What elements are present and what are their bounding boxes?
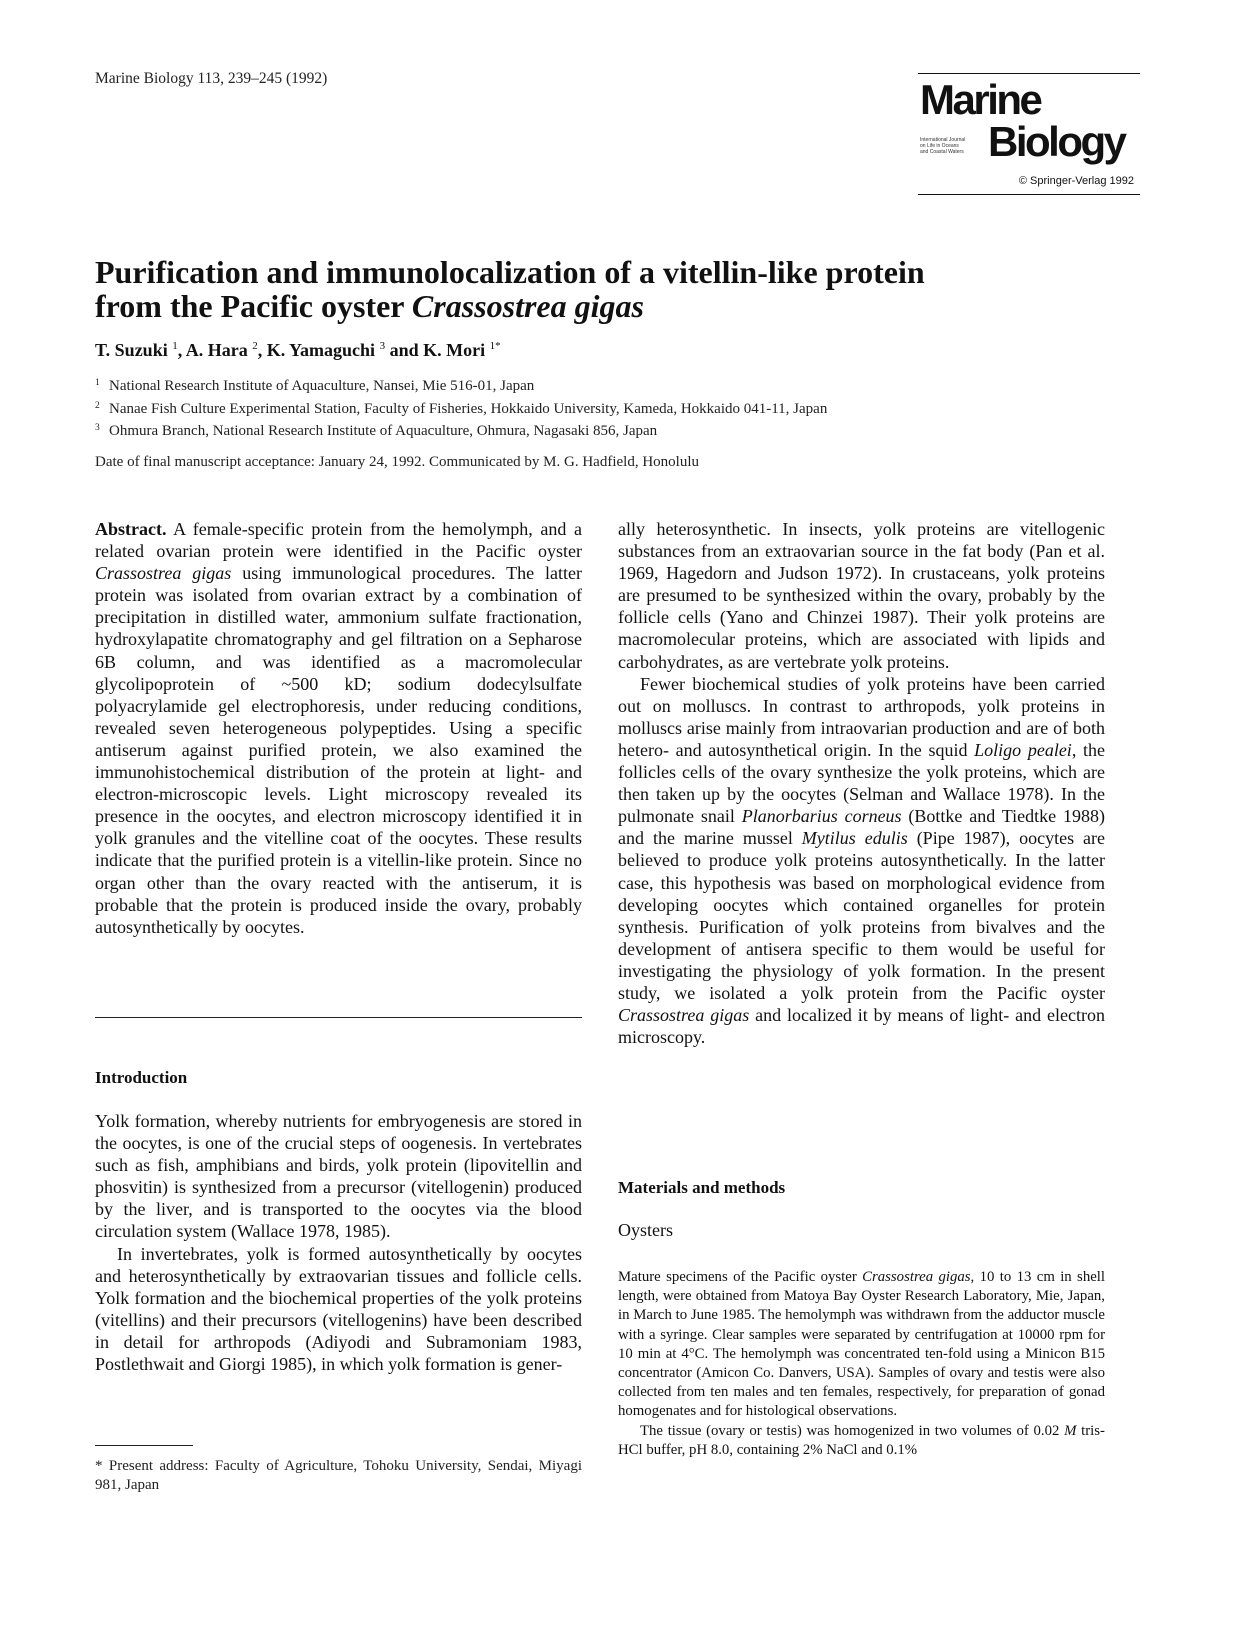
logo-top-rule: [918, 73, 1140, 74]
affiliation-number: 1: [95, 378, 100, 388]
logo-word-marine: Marine: [920, 76, 1041, 123]
abstract-paragraph: [95, 518, 582, 938]
introduction-paragraph: ally heterosynthetic. In insects, yolk proteins are vitellogenic substances from an extraovarian source in the fat body (Pan et al. 1969, Hagedorn and Judson 1972). In crustaceans, yolk proteins are presumed to be synthesized within the ovary, probably by the follicle cells (Yano and Chinzei 1987). Their yolk proteins are macromolecular proteins, which are associated with lipids and carbohydrates, as are vertebrate yolk proteins.: [618, 519, 1105, 672]
affiliation-text: Ohmura Branch, National Research Institute of Aquaculture, Ohmura, Nagasaki 856, Japan: [109, 423, 658, 439]
paper-title: [95, 255, 1145, 323]
logo-subtitle: [920, 137, 982, 155]
author-name: K. Mori: [423, 340, 490, 360]
introduction-body: [95, 1110, 582, 1375]
affiliation-number: 2: [95, 400, 100, 411]
affiliation-text: Nanae Fish Culture Experimental Station, Faculty of Fisheries, Hokkaido University, Kameda, Hokkaido 041-11, Japan: [109, 400, 828, 417]
journal-logo: [918, 73, 1140, 195]
footnote-divider: [95, 1445, 193, 1446]
author-affiliation-mark: 3: [379, 340, 386, 352]
introduction-heading: Introduction: [95, 1068, 188, 1087]
author-affiliation-mark: 1*: [489, 340, 501, 352]
introduction-paragraph: Fewer biochemical studies of yolk proteins have been carried out on molluscs. In contrast to arthropods, yolk proteins in molluscs arise mainly from intraovarian production and are of both hetero- and autosynthetical origin. In the squid Loligo pealei, the follicles cells of the ovary synthesize the yolk proteins, which are then taken up by the oocytes (Selman and Wallace 1978). In the pulmonate snail Planorbarius corneus (Bottke and Tiedtke 1988) and the marine mussel Mytilus edulis (Pipe 1987), oocytes are believed to produce yolk proteins autosynthetically. In the latter case, this hypothesis was based on morphological evidence from developing oocytes which contained organelles for protein synthesis. Purification of yolk proteins from bivalves and the development of antisera specific to them would be useful for investigating the physiology of yolk formation. In the present study, we isolated a yolk protein from the Pacific oyster Crassostrea gigas and localized it by means of light- and electron microscopy.: [618, 673, 1105, 1048]
logo-bottom-rule: [918, 194, 1140, 195]
author-name: A. Hara: [185, 340, 253, 360]
title-line-2-text: from the Pacific oyster: [95, 288, 412, 324]
abstract: [95, 518, 582, 938]
affiliation-line: [95, 397, 1145, 420]
introduction-paragraph: Yolk formation, whereby nutrients for embryogenesis are stored in the oocytes, is one of the crucial steps of oogenesis. In vertebrates such as fish, amphibians and birds, yolk protein (lipovitellin and phosvitin) is synthesized from a precursor (vitellogenin) produced by the liver, and is transported to the oocytes via the blood circulation system (Wallace 1978, 1985).: [95, 1111, 582, 1242]
abstract-label: Abstract.: [95, 519, 167, 539]
introduction-continued: [618, 518, 1105, 1048]
author-list: T. Suzuki $^1$, A. Hara $^2$, K. Yamaguchi $^3$ and K. Mori $^{1*}$: [95, 340, 501, 360]
affiliation-text: National Research Institute of Aquaculture, Nansei, Mie 516-01, Japan: [109, 378, 535, 394]
introduction-paragraph: In invertebrates, yolk is formed autosynthetically by oocytes and heterosynthetically by extraovarian tissues and follicle cells. Yolk formation and the biochemical properties of the yolk proteins (vitellins) and their precursors (vitellogenins) have been described in detail for arthropods (Adiyodi and Subramoniam 1983, Postlethwait and Giorgi 1985), in which yolk formation is gener-: [95, 1243, 582, 1375]
affiliations: [95, 374, 1145, 442]
author-name: T. Suzuki: [95, 340, 173, 360]
affiliation-number: 3: [95, 423, 100, 433]
logo-subtitle-line: International Journal: [920, 137, 966, 143]
title-species-name: Crassostrea gigas: [411, 288, 644, 324]
logo-subtitle-line: and Coastal Waters: [920, 149, 964, 155]
oysters-subheading: Oysters: [618, 1220, 673, 1240]
methods-body: [618, 1268, 1105, 1460]
footnote: * Present address: Faculty of Agriculture, Tohoku University, Sendai, Miyagi 981, Japan: [95, 1458, 582, 1493]
logo-subtitle-line: on Life in Oceans: [920, 143, 959, 149]
methods-paragraph: The tissue (ovary or testis) was homogenized in two volumes of 0.02 M tris-HCl buffer, pH 8.0, containing 2% NaCl and 0.1%: [618, 1422, 1105, 1458]
materials-methods-heading: Materials and methods: [618, 1178, 786, 1197]
abstract-text: A female-specific protein from the hemolymph, and a related ovarian protein were identified in the Pacific oyster Crassostrea gigas using immunological procedures. The latter protein was isolated from ovarian extract by a combination of precipitation in distilled water, ammonium sulfate fractionation, hydroxylapatite chromatography and gel filtration on a Sepharose 6B column, and was identified as a macromolecular glycolipoprotein of ~500 kD; sodium dodecylsulfate polyacrylamide gel electrophoresis, under reducing conditions, revealed seven heterogeneous polypeptides. Using a specific antiserum against purified protein, we also examined the immunohistochemical distribution of the protein at light- and electron-microscopic levels. Light microscopy revealed its presence in the oocytes, and electron microscopy identified it in yolk granules and the vitelline coat of the oocytes. These results indicate that the purified protein is a vitellin-like protein. Since no organ other than the ovary reacted with the antiserum, it is probable that the protein is produced inside the ovary, probably autosynthetically by oocytes.: [95, 519, 583, 937]
abstract-divider: [95, 1017, 582, 1018]
author-affiliation-mark: 2: [252, 340, 258, 352]
author-name: K. Yamaguchi: [266, 340, 380, 360]
affiliation-line: [95, 374, 1145, 397]
author-affiliation-mark: 1: [172, 340, 178, 352]
acceptance-note: Date of final manuscript acceptance: January 24, 1992. Communicated by M. G. Hadfield, Honolulu: [95, 454, 699, 470]
journal-citation: Marine Biology 113, 239–245 (1992): [95, 70, 328, 87]
title-line-2: [95, 289, 1145, 323]
logo-copyright: © Springer-Verlag 1992: [1018, 175, 1134, 187]
logo-word-biology: Biology: [988, 118, 1125, 165]
affiliation-line: [95, 419, 1145, 442]
methods-paragraph: Mature specimens of the Pacific oyster Crassostrea gigas, 10 to 13 cm in shell length, were obtained from Matoya Bay Oyster Research Laboratory, Mie, Japan, in March to June 1985. The hemolymph was withdrawn from the adductor muscle with a syringe. Clear samples were separated by centrifugation at 10000 rpm for 10 min at 4°C. The hemolymph was concentrated ten-fold using a Minicon B15 concentrator (Amicon Co. Danvers, USA). Samples of ovary and testis were also collected from ten males and ten females, respectively, for preparation of gonad homogenates and for histological observations.: [618, 1269, 1106, 1420]
title-line-1: Purification and immunolocalization of a vitellin-like protein: [95, 254, 925, 290]
